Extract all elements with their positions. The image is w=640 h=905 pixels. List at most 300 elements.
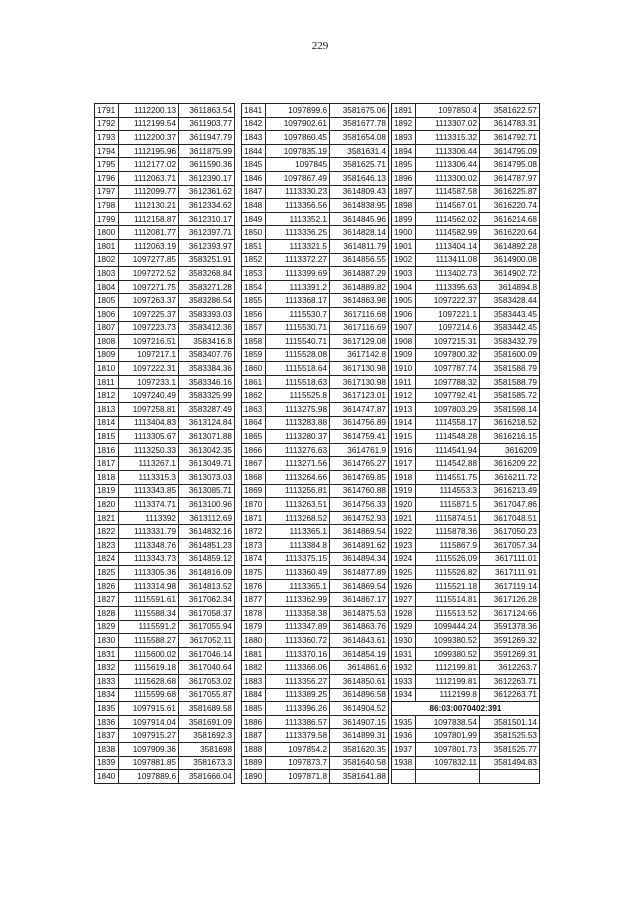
y-coordinate: 3614889.82 (330, 280, 389, 294)
point-number: 1856 (242, 307, 266, 321)
table-row (242, 430, 389, 444)
x-coordinate: 1113374.71 (119, 498, 179, 512)
x-coordinate: 1113263.51 (266, 498, 330, 512)
y-coordinate: 3617123.01 (330, 389, 389, 403)
point-number: 1926 (392, 579, 416, 593)
y-coordinate: 3581654.08 (330, 131, 389, 145)
point-number: 1813 (95, 403, 119, 417)
point-number: 1850 (242, 226, 266, 240)
table-row (95, 239, 235, 253)
point-number: 1837 (95, 729, 119, 743)
y-coordinate: 3614828.14 (330, 226, 389, 240)
x-coordinate: 1113307.02 (416, 117, 480, 131)
point-number: 1797 (95, 185, 119, 199)
table-row (242, 280, 389, 294)
y-coordinate: 3614756.89 (330, 416, 389, 430)
x-coordinate: 1112063.19 (119, 239, 179, 253)
coordinates-table-1 (94, 103, 235, 784)
table-row (95, 674, 235, 688)
x-coordinate: 1114541.94 (416, 443, 480, 457)
y-coordinate: 3583384.36 (179, 362, 235, 376)
table-row (242, 239, 389, 253)
point-number: 1830 (95, 634, 119, 648)
table-row (95, 144, 235, 158)
y-coordinate: 3612397.71 (179, 226, 235, 240)
table-row (392, 484, 540, 498)
point-number: 1810 (95, 362, 119, 376)
table-row (95, 770, 235, 784)
table-row (242, 294, 389, 308)
table-row (242, 389, 389, 403)
table-row (95, 688, 235, 702)
y-coordinate: 3617057.34 (480, 539, 540, 553)
y-coordinate: 3581600.09 (480, 348, 540, 362)
point-number: 1817 (95, 457, 119, 471)
point-number: 1853 (242, 267, 266, 281)
y-coordinate: 3581501.14 (480, 715, 540, 729)
table-row (95, 715, 235, 729)
y-coordinate: 3614869.54 (330, 525, 389, 539)
x-coordinate: 1097854.2 (266, 742, 330, 756)
y-coordinate: 3614877.89 (330, 566, 389, 580)
point-number: 1829 (95, 620, 119, 634)
table-row (95, 253, 235, 267)
table-row (242, 471, 389, 485)
x-coordinate: 1115513.52 (416, 606, 480, 620)
y-coordinate: 3617050.23 (480, 525, 540, 539)
y-coordinate: 3614900.08 (480, 253, 540, 267)
y-coordinate: 3614809.43 (330, 185, 389, 199)
table-row (95, 498, 235, 512)
point-number: 1843 (242, 131, 266, 145)
y-coordinate: 3614875.53 (330, 606, 389, 620)
point-number: 1911 (392, 375, 416, 389)
y-coordinate: 3613124.84 (179, 416, 235, 430)
point-number: 1863 (242, 403, 266, 417)
x-coordinate: 1113404.83 (119, 416, 179, 430)
x-coordinate: 1113306.44 (416, 144, 480, 158)
x-coordinate: 1113370.16 (266, 647, 330, 661)
table-row (95, 457, 235, 471)
x-coordinate: 1114562.02 (416, 212, 480, 226)
point-number: 1922 (392, 525, 416, 539)
point-number: 1865 (242, 430, 266, 444)
table-row (242, 226, 389, 240)
x-coordinate: 1113283.88 (266, 416, 330, 430)
table-row (242, 117, 389, 131)
x-coordinate: 1115591.2 (119, 620, 179, 634)
x-coordinate: 1113331.79 (119, 525, 179, 539)
table-row (392, 375, 540, 389)
y-coordinate: 3581585.72 (480, 389, 540, 403)
y-coordinate: 3617129.08 (330, 335, 389, 349)
point-number: 1919 (392, 484, 416, 498)
table-row (242, 443, 389, 457)
point-number: 1889 (242, 756, 266, 770)
point-number: 1835 (95, 702, 119, 716)
x-coordinate: 1097240.49 (119, 389, 179, 403)
y-coordinate: 3614795.09 (480, 144, 540, 158)
page-number: 229 (311, 40, 329, 52)
y-coordinate: 3581525.77 (480, 742, 540, 756)
point-number: 1907 (392, 321, 416, 335)
point-number: 1857 (242, 321, 266, 335)
point-number: 1809 (95, 348, 119, 362)
x-coordinate: 1113264.66 (266, 471, 330, 485)
point-number: 1814 (95, 416, 119, 430)
point-number: 1844 (242, 144, 266, 158)
x-coordinate: 1113389.25 (266, 688, 330, 702)
x-coordinate: 1113368.17 (266, 294, 330, 308)
point-number: 1816 (95, 443, 119, 457)
y-coordinate: 3583268.84 (179, 267, 235, 281)
x-coordinate: 1097223.73 (119, 321, 179, 335)
y-coordinate: 3616225.87 (480, 185, 540, 199)
y-coordinate: 3616218.52 (480, 416, 540, 430)
table-row (242, 715, 389, 729)
table-row (392, 674, 540, 688)
point-number: 1811 (95, 375, 119, 389)
point-number: 1794 (95, 144, 119, 158)
table-row (242, 144, 389, 158)
y-coordinate: 3581677.78 (330, 117, 389, 131)
point-number: 1938 (392, 756, 416, 770)
x-coordinate: 1113365.1 (266, 525, 330, 539)
y-coordinate: 3617116.68 (330, 307, 389, 321)
x-coordinate: 1114567.01 (416, 199, 480, 213)
y-coordinate: 3614892.28 (480, 239, 540, 253)
y-coordinate: 3614761.9 (330, 443, 389, 457)
point-number: 1846 (242, 171, 266, 185)
x-coordinate: 1115528.08 (266, 348, 330, 362)
x-coordinate: 1099444.24 (416, 620, 480, 634)
point-number: 1898 (392, 199, 416, 213)
x-coordinate: 1112177.02 (119, 158, 179, 172)
x-coordinate: 1113314.98 (119, 579, 179, 593)
x-coordinate: 1113268.52 (266, 511, 330, 525)
table-row (95, 430, 235, 444)
table-row (95, 389, 235, 403)
table-row (242, 484, 389, 498)
table-row (242, 702, 389, 716)
point-number: 1798 (95, 199, 119, 213)
y-coordinate: 3616213.49 (480, 484, 540, 498)
table-row (392, 593, 540, 607)
x-coordinate: 1114587.58 (416, 185, 480, 199)
point-number: 1854 (242, 280, 266, 294)
coordinates-table-2 (241, 103, 389, 784)
point-number: 1804 (95, 280, 119, 294)
x-coordinate: 1113365.1 (266, 579, 330, 593)
point-number: 1921 (392, 511, 416, 525)
y-coordinate: 3614859.12 (179, 552, 235, 566)
x-coordinate: 1097792.41 (416, 389, 480, 403)
point-number: 1826 (95, 579, 119, 593)
x-coordinate: 1113384.8 (266, 539, 330, 553)
y-coordinate: 3612361.62 (179, 185, 235, 199)
y-coordinate: 3583407.76 (179, 348, 235, 362)
table-row (392, 348, 540, 362)
table-row (242, 104, 389, 118)
table-row (392, 566, 540, 580)
point-number: 1860 (242, 362, 266, 376)
y-coordinate: 3613042.35 (179, 443, 235, 457)
table-row (95, 403, 235, 417)
x-coordinate: 1113300.02 (416, 171, 480, 185)
x-coordinate: 1099380.52 (416, 647, 480, 661)
table-row (95, 280, 235, 294)
y-coordinate: 3617111.91 (480, 566, 540, 580)
x-coordinate: 1115514.81 (416, 593, 480, 607)
table-row (392, 253, 540, 267)
y-coordinate: 3614838.95 (330, 199, 389, 213)
x-coordinate: 1114558.17 (416, 416, 480, 430)
y-coordinate: 3617053.02 (179, 674, 235, 688)
point-number: 1833 (95, 674, 119, 688)
point-number: 1933 (392, 674, 416, 688)
y-coordinate: 3612334.62 (179, 199, 235, 213)
table-row (95, 634, 235, 648)
table-row (95, 539, 235, 553)
point-number: 1878 (242, 606, 266, 620)
point-number: 1877 (242, 593, 266, 607)
point-number: 1825 (95, 566, 119, 580)
x-coordinate: 1113392 (119, 511, 179, 525)
table-row (392, 416, 540, 430)
x-coordinate: 1097838.54 (416, 715, 480, 729)
point-number: 1868 (242, 471, 266, 485)
cadastral-number: 86:03:0070402:391 (392, 702, 540, 716)
x-coordinate: 1097915.61 (119, 702, 179, 716)
table-row (242, 647, 389, 661)
x-coordinate: 1097222.37 (416, 294, 480, 308)
point-number: 1886 (242, 715, 266, 729)
point-number: 1883 (242, 674, 266, 688)
table-row (392, 185, 540, 199)
x-coordinate: 1115867.9 (416, 539, 480, 553)
x-coordinate: 1115599.68 (119, 688, 179, 702)
point-number: 1869 (242, 484, 266, 498)
point-number: 1914 (392, 416, 416, 430)
table-row (392, 606, 540, 620)
x-coordinate: 1097889.6 (119, 770, 179, 784)
y-coordinate: 3614813.52 (179, 579, 235, 593)
y-coordinate: 3617046.14 (179, 647, 235, 661)
point-number: 1802 (95, 253, 119, 267)
point-number: 1882 (242, 661, 266, 675)
y-coordinate (480, 770, 540, 784)
table-row (392, 511, 540, 525)
y-coordinate: 3613073.03 (179, 471, 235, 485)
y-coordinate: 3617055.94 (179, 620, 235, 634)
y-coordinate: 3613112.69 (179, 511, 235, 525)
table-row (95, 756, 235, 770)
table-row (95, 226, 235, 240)
point-number: 1848 (242, 199, 266, 213)
point-number: 1824 (95, 552, 119, 566)
y-coordinate: 3612310.17 (179, 212, 235, 226)
y-coordinate: 3617055.87 (179, 688, 235, 702)
y-coordinate: 3581646.13 (330, 171, 389, 185)
table-row (392, 362, 540, 376)
point-number: 1934 (392, 688, 416, 702)
point-number: 1891 (392, 104, 416, 118)
table-row (95, 158, 235, 172)
table-row (242, 375, 389, 389)
x-coordinate: 1097803.29 (416, 403, 480, 417)
table-row (95, 443, 235, 457)
x-coordinate: 1113391.2 (266, 280, 330, 294)
point-number: 1801 (95, 239, 119, 253)
table-row (392, 688, 540, 702)
point-number: 1923 (392, 539, 416, 553)
table-row (242, 579, 389, 593)
x-coordinate: 1097221.1 (416, 307, 480, 321)
point-number: 1832 (95, 661, 119, 675)
table-row (392, 539, 540, 553)
x-coordinate: 1097801.99 (416, 729, 480, 743)
y-coordinate: 3614902.72 (480, 267, 540, 281)
y-coordinate: 3617047.86 (480, 498, 540, 512)
y-coordinate: 3581620.35 (330, 742, 389, 756)
y-coordinate: 3614843.61 (330, 634, 389, 648)
point-number: 1900 (392, 226, 416, 240)
x-coordinate: 1113343.85 (119, 484, 179, 498)
y-coordinate: 3583251.91 (179, 253, 235, 267)
x-coordinate: 1112130.21 (119, 199, 179, 213)
point-number: 1841 (242, 104, 266, 118)
point-number: 1912 (392, 389, 416, 403)
point-number: 1927 (392, 593, 416, 607)
x-coordinate: 1113356.27 (266, 674, 330, 688)
point-number: 1795 (95, 158, 119, 172)
y-coordinate: 3614752.93 (330, 511, 389, 525)
x-coordinate: 1113250.33 (119, 443, 179, 457)
x-coordinate: 1113306.44 (416, 158, 480, 172)
y-coordinate: 3611947.79 (179, 131, 235, 145)
table-row (95, 552, 235, 566)
y-coordinate: 3617142.8 (330, 348, 389, 362)
y-coordinate: 3613100.96 (179, 498, 235, 512)
point-number: 1880 (242, 634, 266, 648)
table-row (242, 634, 389, 648)
x-coordinate: 1097800.32 (416, 348, 480, 362)
table-row (392, 661, 540, 675)
y-coordinate: 3612393.97 (179, 239, 235, 253)
y-coordinate: 3617062.34 (179, 593, 235, 607)
x-coordinate: 1115628.68 (119, 674, 179, 688)
point-number: 1906 (392, 307, 416, 321)
y-coordinate: 3617124.66 (480, 606, 540, 620)
y-coordinate: 3614747.87 (330, 403, 389, 417)
table-row (242, 525, 389, 539)
point-number: 1931 (392, 647, 416, 661)
point-number: 1800 (95, 226, 119, 240)
x-coordinate: 1097272.52 (119, 267, 179, 281)
x-coordinate: 1112200.13 (119, 104, 179, 118)
table-row (392, 321, 540, 335)
table-row (95, 199, 235, 213)
y-coordinate: 3613071.88 (179, 430, 235, 444)
x-coordinate: 1097216.51 (119, 335, 179, 349)
point-number: 1899 (392, 212, 416, 226)
point-number: 1913 (392, 403, 416, 417)
y-coordinate: 3614861.6 (330, 661, 389, 675)
y-coordinate: 3581666.04 (179, 770, 235, 784)
table-row (392, 742, 540, 756)
table-row (392, 770, 540, 784)
table-row (392, 239, 540, 253)
y-coordinate: 3614769.85 (330, 471, 389, 485)
x-coordinate: 1113399.69 (266, 267, 330, 281)
table-row (95, 307, 235, 321)
y-coordinate: 3583287.49 (179, 403, 235, 417)
table-row (392, 212, 540, 226)
point-number: 1872 (242, 525, 266, 539)
y-coordinate: 3617119.14 (480, 579, 540, 593)
point-number: 1936 (392, 729, 416, 743)
table-row (242, 403, 389, 417)
table-row (392, 104, 540, 118)
x-coordinate: 1115878.36 (416, 525, 480, 539)
point-number: 1808 (95, 335, 119, 349)
y-coordinate: 3611863.54 (179, 104, 235, 118)
point-number: 1815 (95, 430, 119, 444)
point-number: 1903 (392, 267, 416, 281)
x-coordinate: 1113411.08 (416, 253, 480, 267)
x-coordinate: 1113362.99 (266, 593, 330, 607)
y-coordinate: 3583271.28 (179, 280, 235, 294)
table-row (95, 294, 235, 308)
x-coordinate: 1113267.1 (119, 457, 179, 471)
y-coordinate: 3614851.23 (179, 539, 235, 553)
point-number: 1819 (95, 484, 119, 498)
table-row (242, 756, 389, 770)
table-row (95, 702, 235, 716)
table-row (95, 212, 235, 226)
table-row (95, 131, 235, 145)
x-coordinate: 1115530.71 (266, 321, 330, 335)
table-row (242, 552, 389, 566)
x-coordinate: 1112063.71 (119, 171, 179, 185)
point-number: 1820 (95, 498, 119, 512)
x-coordinate: 1097271.75 (119, 280, 179, 294)
x-coordinate: 1097258.81 (119, 403, 179, 417)
point-number: 1901 (392, 239, 416, 253)
x-coordinate: 1113305.67 (119, 430, 179, 444)
x-coordinate: 1113395.63 (416, 280, 480, 294)
y-coordinate: 3614816.09 (179, 566, 235, 580)
point-number: 1838 (95, 742, 119, 756)
y-coordinate: 3614765.27 (330, 457, 389, 471)
y-coordinate: 3581641.88 (330, 770, 389, 784)
table-row (392, 579, 540, 593)
x-coordinate: 1113402.73 (416, 267, 480, 281)
y-coordinate: 3612263.71 (480, 674, 540, 688)
x-coordinate: 1113358.38 (266, 606, 330, 620)
x-coordinate: 1115518.64 (266, 362, 330, 376)
table-row (392, 267, 540, 281)
table-row (242, 335, 389, 349)
point-number: 1828 (95, 606, 119, 620)
x-coordinate: 1113352.1 (266, 212, 330, 226)
table-row (392, 525, 540, 539)
y-coordinate: 3581622.57 (480, 104, 540, 118)
table-row (242, 131, 389, 145)
table-row (392, 443, 540, 457)
x-coordinate: 1097845 (266, 158, 330, 172)
y-coordinate: 3616220.64 (480, 226, 540, 240)
